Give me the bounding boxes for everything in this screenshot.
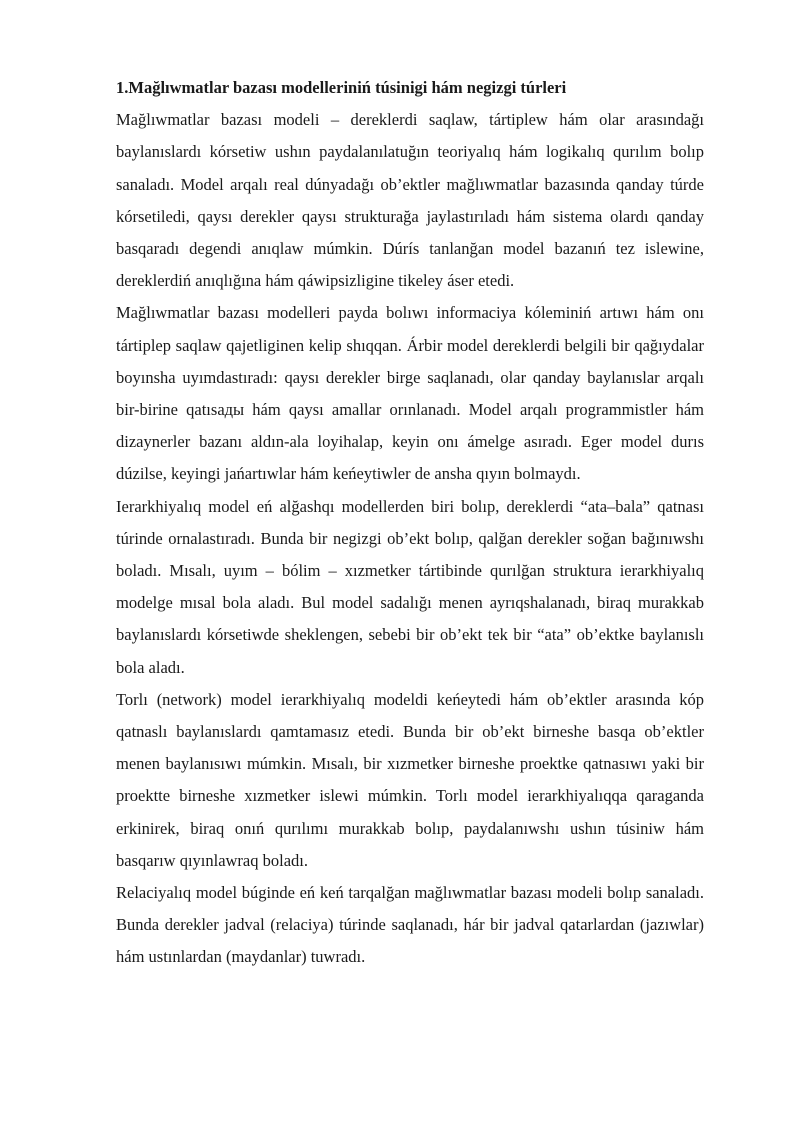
paragraph-origin: Mağlıwmatlar bazası modelleri payda bolıwı informaciya kóleminiń artıwı hám onı tártiplep saqlaw qajetliginen kelip shıqqan. Árbir model dereklerdi belgili bir qağıydalar boyınsha uyımdastıradı: qaysı derekler birge saqlanadı, olar qanday baylanıslar arqalı bir-birine qatısады hám qaysı amallar orınlanadı. Model arqalı programmistler hám dizaynerler bazanı aldın-ala loyihalap, keyin onı ámelge asıradı. Eger model durıs dúzilse, keyingi jańartıwlar hám keńeytiwler de ansha qıyın bolmaydı. [116, 303, 704, 484]
document-page [116, 72, 704, 974]
paragraph-network-model: Torlı (network) model ierarkhiyalıq modeldi keńeytedi hám ob’ektler arasında kóp qatnaslı baylanıslardı qamtamasız etedi. Bunda bir ob’ekt birneshe basqa ob’ektler menen baylanısıwı múmkin. Mısalı, bir xızmetker birneshe proektke qatnasıwı yaki bir proektte birneshe xızmetker islewi múmkin. Torlı model ierarkhiyalıqqa qaraganda erkinirek, biraq onıń qurılımı murakkab bolıp, paydalanıwshı ushın túsiniw hám basqarıw qıyınlawraq boladı. [116, 689, 704, 870]
paragraph-hierarchical-model: Ierarkhiyalıq model eń alğashqı modellerden biri bolıp, dereklerdi “ata–bala” qatnası túrinde ornalastıradı. Bunda bir negizgi ob’ekt bolıp, qalğan derekler soğan bağınıwshı boladı. Mısalı, uyım – bólim – xızmetker tártibinde qurılğan struktura ierarkhiyalıq modelge mısal bola aladı. Bul model sadalığı menen ayrıqshalanadı, biraq murakkab baylanıslardı kórsetiwde sheklengen, sebebi bir ob’ekt tek bir “ata” ob’ektke baylanıslı bola aladı. [116, 496, 704, 677]
paragraph-relational-model: Relaciyalıq model búginde eń keń tarqalğan mağlıwmatlar bazası modeli bolıp sanaladı. Bunda derekler jadval (relaciya) túrinde saqlanadı, hár bir jadval qatarlardan (jazıwlar) hám ustınlardan (maydanlar) tuwradı. [116, 883, 704, 967]
paragraph-definition: Mağlıwmatlar bazası modeli – dereklerdi saqlaw, tártiplew hám olar arasındağı baylanıslardı kórsetiw ushın paydalanılatuğın teoriyalıq hám logikalıq qurılım bolıp sanaladı. Model arqalı real dúnyadağı ob’ektler mağlıwmatlar bazasında qanday túrde kórsetiledi, qaysı derekler qaysı strukturağa jaylastırıladı hám sistema olardı qanday basqaradı degendi anıqlaw múmkin. Dúrís tanlanğan model bazanıń tez islewine, dereklerdiń anıqlığına hám qáwipsizligine tikeley áser etedi. [116, 110, 704, 291]
section-heading: 1.Mağlıwmatlar bazası modelleriniń túsinigi hám negizgi túrleri [116, 78, 567, 97]
